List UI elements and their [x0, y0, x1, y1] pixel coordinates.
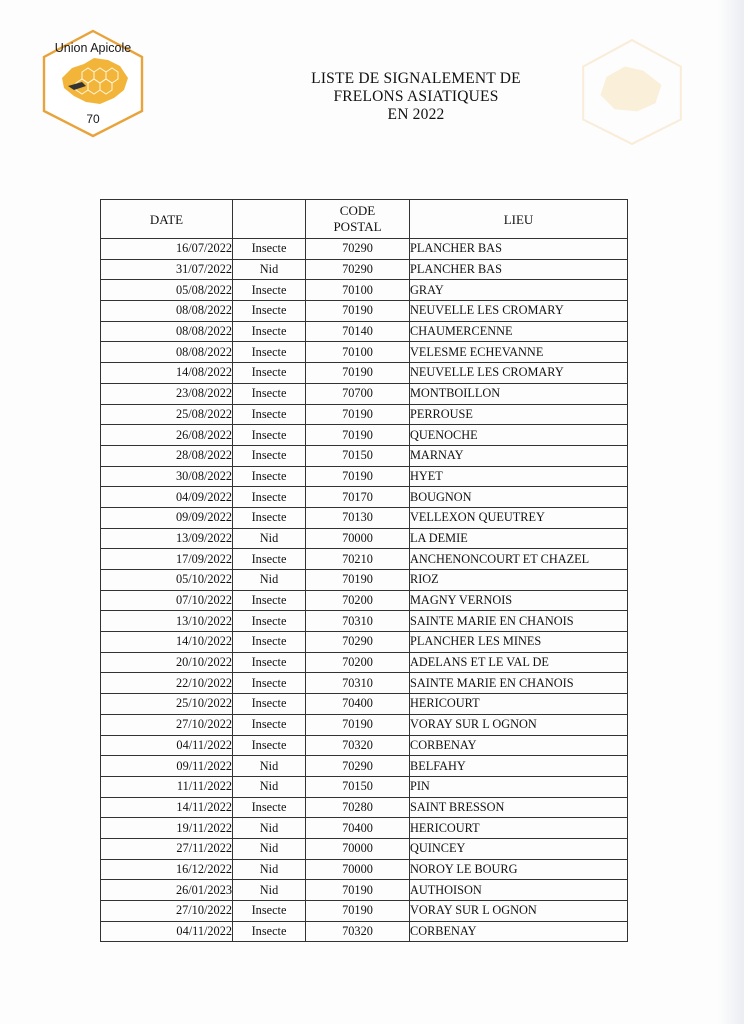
table-row [101, 880, 628, 901]
lieu-cell: NEUVELLE LES CROMARY [410, 301, 628, 322]
lieu-cell: ADELANS ET LE VAL DE [410, 652, 628, 673]
column-header-date: DATE [101, 200, 233, 239]
type-cell: Insecte [233, 342, 306, 363]
date-cell: 08/08/2022 [101, 321, 233, 342]
code-postal-cell: 70100 [306, 342, 410, 363]
type-cell: Nid [233, 570, 306, 591]
date-cell: 26/08/2022 [101, 425, 233, 446]
lieu-cell: LA DEMIE [410, 528, 628, 549]
date-cell: 09/11/2022 [101, 756, 233, 777]
code-postal-cell: 70400 [306, 694, 410, 715]
lieu-cell: VELESME ECHEVANNE [410, 342, 628, 363]
date-cell: 23/08/2022 [101, 383, 233, 404]
code-postal-cell: 70190 [306, 880, 410, 901]
type-cell: Insecte [233, 921, 306, 942]
code-postal-cell: 70190 [306, 363, 410, 384]
type-cell: Insecte [233, 363, 306, 384]
date-cell: 13/10/2022 [101, 611, 233, 632]
date-cell: 27/11/2022 [101, 838, 233, 859]
table-row [101, 694, 628, 715]
code-postal-cell: 70190 [306, 714, 410, 735]
table-row [101, 838, 628, 859]
lieu-cell: PERROUSE [410, 404, 628, 425]
table-row [101, 756, 628, 777]
date-cell: 22/10/2022 [101, 673, 233, 694]
lieu-cell: SAINTE MARIE EN CHANOIS [410, 673, 628, 694]
table-header-row [101, 200, 628, 239]
date-cell: 05/08/2022 [101, 280, 233, 301]
lieu-cell: CHAUMERCENNE [410, 321, 628, 342]
code-postal-cell: 70000 [306, 528, 410, 549]
code-postal-cell: 70290 [306, 259, 410, 280]
table-row [101, 921, 628, 942]
table-row [101, 673, 628, 694]
date-cell: 14/10/2022 [101, 632, 233, 653]
type-cell: Insecte [233, 694, 306, 715]
code-postal-cell: 70290 [306, 756, 410, 777]
column-header-code-postal [306, 200, 410, 239]
date-cell: 25/08/2022 [101, 404, 233, 425]
signalement-table [100, 199, 628, 942]
date-cell: 28/08/2022 [101, 445, 233, 466]
table-row [101, 363, 628, 384]
table-row [101, 321, 628, 342]
code-postal-cell: 70310 [306, 611, 410, 632]
lieu-cell: VORAY SUR L OGNON [410, 714, 628, 735]
table-row [101, 652, 628, 673]
code-postal-cell: 70190 [306, 466, 410, 487]
table-row [101, 342, 628, 363]
table-row [101, 859, 628, 880]
type-cell: Insecte [233, 797, 306, 818]
type-cell: Insecte [233, 611, 306, 632]
table-row [101, 528, 628, 549]
lieu-cell: CORBENAY [410, 735, 628, 756]
code-postal-cell: 70700 [306, 383, 410, 404]
lieu-cell: HERICOURT [410, 818, 628, 839]
code-postal-cell: 70100 [306, 280, 410, 301]
lieu-cell: CORBENAY [410, 921, 628, 942]
date-cell: 05/10/2022 [101, 570, 233, 591]
table-row [101, 776, 628, 797]
lieu-cell: QUINCEY [410, 838, 628, 859]
date-cell: 30/08/2022 [101, 466, 233, 487]
code-postal-cell: 70320 [306, 735, 410, 756]
code-postal-cell: 70200 [306, 590, 410, 611]
type-cell: Insecte [233, 673, 306, 694]
type-cell: Insecte [233, 383, 306, 404]
lieu-cell: ANCHENONCOURT ET CHAZEL [410, 549, 628, 570]
table-row [101, 818, 628, 839]
table-row [101, 901, 628, 922]
lieu-cell: SAINT BRESSON [410, 797, 628, 818]
code-postal-cell: 70170 [306, 487, 410, 508]
date-cell: 20/10/2022 [101, 652, 233, 673]
lieu-cell: VORAY SUR L OGNON [410, 901, 628, 922]
table-row [101, 280, 628, 301]
type-cell: Insecte [233, 590, 306, 611]
lieu-cell: VELLEXON QUEUTREY [410, 507, 628, 528]
code-postal-cell: 70200 [306, 652, 410, 673]
type-cell: Insecte [233, 901, 306, 922]
table-row [101, 239, 628, 260]
table-row [101, 735, 628, 756]
date-cell: 14/08/2022 [101, 363, 233, 384]
title-line-3: EN 2022 [387, 106, 445, 123]
date-cell: 09/09/2022 [101, 507, 233, 528]
table-row [101, 611, 628, 632]
lieu-cell: MAGNY VERNOIS [410, 590, 628, 611]
date-cell: 31/07/2022 [101, 259, 233, 280]
date-cell: 13/09/2022 [101, 528, 233, 549]
type-cell: Insecte [233, 735, 306, 756]
type-cell: Nid [233, 818, 306, 839]
lieu-cell: NOROY LE BOURG [410, 859, 628, 880]
date-cell: 26/01/2023 [101, 880, 233, 901]
title-line-2: FRELONS ASIATIQUES [333, 88, 499, 105]
lieu-cell: BOUGNON [410, 487, 628, 508]
table-row [101, 259, 628, 280]
lieu-cell: BELFAHY [410, 756, 628, 777]
type-cell: Insecte [233, 714, 306, 735]
lieu-cell: AUTHOISON [410, 880, 628, 901]
type-cell: Insecte [233, 632, 306, 653]
type-cell: Insecte [233, 280, 306, 301]
type-cell: Insecte [233, 321, 306, 342]
table-row [101, 383, 628, 404]
lieu-cell: NEUVELLE LES CROMARY [410, 363, 628, 384]
code-postal-cell: 70190 [306, 301, 410, 322]
type-cell: Nid [233, 756, 306, 777]
table-row [101, 714, 628, 735]
lieu-cell: PLANCHER BAS [410, 239, 628, 260]
code-postal-cell: 70140 [306, 321, 410, 342]
lieu-cell: QUENOCHE [410, 425, 628, 446]
table-row [101, 301, 628, 322]
document-title [270, 70, 562, 124]
code-postal-cell: 70280 [306, 797, 410, 818]
type-cell: Insecte [233, 487, 306, 508]
table-row [101, 404, 628, 425]
code-postal-cell: 70150 [306, 445, 410, 466]
type-cell: Nid [233, 528, 306, 549]
table-row [101, 425, 628, 446]
table-row [101, 570, 628, 591]
lieu-cell: SAINTE MARIE EN CHANOIS [410, 611, 628, 632]
type-cell: Insecte [233, 445, 306, 466]
type-cell: Nid [233, 259, 306, 280]
table-row [101, 632, 628, 653]
lieu-cell: PIN [410, 776, 628, 797]
code-postal-cell: 70290 [306, 632, 410, 653]
type-cell: Insecte [233, 425, 306, 446]
table-row [101, 797, 628, 818]
date-cell: 16/07/2022 [101, 239, 233, 260]
table-row [101, 487, 628, 508]
date-cell: 16/12/2022 [101, 859, 233, 880]
table-row [101, 549, 628, 570]
type-cell: Nid [233, 838, 306, 859]
logo-text: Union Apicole [54, 41, 132, 55]
code-postal-cell: 70310 [306, 673, 410, 694]
code-postal-cell: 70400 [306, 818, 410, 839]
code-header-line-2: POSTAL [333, 219, 382, 234]
code-header-line-1: CODE [339, 203, 376, 218]
code-postal-cell: 70290 [306, 239, 410, 260]
type-cell: Insecte [233, 404, 306, 425]
date-cell: 07/10/2022 [101, 590, 233, 611]
type-cell: Insecte [233, 549, 306, 570]
lieu-cell: HERICOURT [410, 694, 628, 715]
code-postal-cell: 70190 [306, 570, 410, 591]
lieu-cell: PLANCHER LES MINES [410, 632, 628, 653]
table-row [101, 590, 628, 611]
type-cell: Insecte [233, 301, 306, 322]
type-cell: Nid [233, 859, 306, 880]
date-cell: 04/11/2022 [101, 735, 233, 756]
lieu-cell: MONTBOILLON [410, 383, 628, 404]
code-postal-cell: 70190 [306, 425, 410, 446]
date-cell: 08/08/2022 [101, 301, 233, 322]
type-cell: Insecte [233, 507, 306, 528]
code-postal-cell: 70000 [306, 838, 410, 859]
type-cell: Insecte [233, 239, 306, 260]
lieu-cell: HYET [410, 466, 628, 487]
lieu-cell: PLANCHER BAS [410, 259, 628, 280]
lieu-cell: MARNAY [410, 445, 628, 466]
code-postal-cell: 70320 [306, 921, 410, 942]
type-cell: Insecte [233, 466, 306, 487]
union-apicole-logo [38, 28, 148, 138]
lieu-cell: GRAY [410, 280, 628, 301]
type-cell: Nid [233, 880, 306, 901]
lieu-cell: RIOZ [410, 570, 628, 591]
date-cell: 08/08/2022 [101, 342, 233, 363]
column-header-lieu: LIEU [410, 200, 628, 239]
date-cell: 27/10/2022 [101, 901, 233, 922]
logo-number: 70 [86, 112, 100, 126]
code-postal-cell: 70000 [306, 859, 410, 880]
code-postal-cell: 70130 [306, 507, 410, 528]
code-postal-cell: 70190 [306, 901, 410, 922]
code-postal-cell: 70210 [306, 549, 410, 570]
date-cell: 04/09/2022 [101, 487, 233, 508]
table-row [101, 507, 628, 528]
date-cell: 25/10/2022 [101, 694, 233, 715]
type-cell: Nid [233, 776, 306, 797]
scan-edge-shadow [718, 0, 744, 1024]
date-cell: 27/10/2022 [101, 714, 233, 735]
table-row [101, 466, 628, 487]
date-cell: 14/11/2022 [101, 797, 233, 818]
table-row [101, 445, 628, 466]
table-body [101, 239, 628, 942]
type-cell: Insecte [233, 652, 306, 673]
column-header-type [233, 200, 306, 239]
code-postal-cell: 70190 [306, 404, 410, 425]
date-cell: 04/11/2022 [101, 921, 233, 942]
bleed-through-logo [576, 36, 688, 148]
code-postal-cell: 70150 [306, 776, 410, 797]
title-line-1: LISTE DE SIGNALEMENT DE [311, 70, 521, 87]
date-cell: 11/11/2022 [101, 776, 233, 797]
date-cell: 17/09/2022 [101, 549, 233, 570]
date-cell: 19/11/2022 [101, 818, 233, 839]
